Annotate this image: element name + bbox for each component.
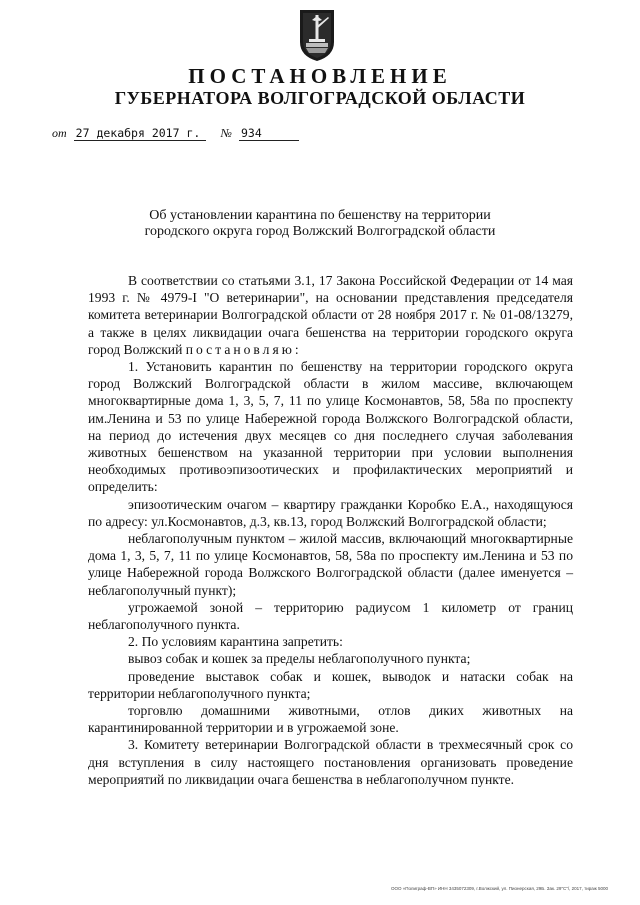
intro-paragraph xyxy=(88,272,573,358)
printer-imprint: ООО «Полиграф-ВП» ИНН 3435072309, г.Волжский, ул. Пионерская, 29Б. Зак. 29"С"/, 2017, тираж 5000 xyxy=(391,886,608,891)
clause-3: 3. Комитету ветеринарии Волгоградской области в трехмесячный срок со дня вступления в силу настоящего постановления организовать проведение мероприятий по ликвидации очага бешенства в неблагополучном пункте. xyxy=(88,737,573,787)
subject-line-1: Об установлении карантина по бешенству на территории xyxy=(149,208,491,223)
date-label: от xyxy=(52,126,67,140)
intro-text: В соответствии со статьями 3.1, 17 Закона Российской Федерации от 14 мая 1993 г. № 4979-I "О ветеринарии", на основании представления председателя комитета ветеринарии Волгоградской области от 28 ноября 2017 г. № 01-08/13279, а также в целях ликвидации очага бешенства на территории городского округа город Волжский xyxy=(88,273,573,357)
clause-1-unfavorable-point: неблагополучным пунктом – жилой массив, включающий многоквартирные дома 1, 3, 5, 7, 11 по улице Космонавтов, 58, 58а по проспекту им.Ленина и 53 по улице Набережной города Волжского Волгоградской области (далее именуется – неблагополучный пункт); xyxy=(88,531,573,598)
document-title: ПОСТАНОВЛЕНИЕ xyxy=(188,64,452,88)
date-number-line xyxy=(52,126,299,141)
document-body xyxy=(88,272,573,788)
intro-verb: постановляю: xyxy=(185,341,302,357)
clause-1: 1. Установить карантин по бешенству на территории городского округа город Волжский Волгоградской области в жилом массиве, включающем многоквартирные дома 1, 3, 5, 7, 11 по улице Космонавтов, 58, 58а по проспекту им.Ленина и 53 по улице Набережной города Волжского Волгоградской области, на период до истечения двух месяцев со дня последнего случая заболевания животных бешенством на указанной территории при условии выполнения необходимых противоэпизоотических и профилактических мероприятий и определить: xyxy=(88,359,573,495)
date-field: 27 декабря 2017 г. xyxy=(74,127,206,141)
clause-1-focus: эпизоотическим очагом – квартиру гражданки Коробко Е.А., находящуюся по адресу: ул.Космонавтов, д.3, кв.13, город Волжский Волгоградской области; xyxy=(88,496,573,529)
clause-2-trade-ban: торговлю домашними животными, отлов диких животных на карантинированной территории и в угрожаемой зоне. xyxy=(88,703,573,736)
number-label: № xyxy=(220,126,232,140)
document-subtitle: ГУБЕРНАТОРА ВОЛГОГРАДСКОЙ ОБЛАСТИ xyxy=(114,88,526,108)
clause-2-export-ban: вывоз собак и кошек за пределы неблагополучного пункта; xyxy=(128,651,471,667)
clause-2-exhibition-ban: проведение выставок собак и кошек, выводок и натаски собак на территории неблагополучного пункта; xyxy=(88,668,573,701)
coat-of-arms-emblem xyxy=(298,8,336,62)
subject-line-2: городского округа город Волжский Волгоградской области xyxy=(144,224,496,239)
clause-1-threat-zone: угрожаемой зоной – территорию радиусом 1 километр от границ неблагополучного пункта. xyxy=(88,599,573,633)
number-field: 934 xyxy=(239,127,299,141)
document-subject xyxy=(0,208,640,240)
clause-2: 2. По условиям карантина запретить: xyxy=(128,634,343,650)
